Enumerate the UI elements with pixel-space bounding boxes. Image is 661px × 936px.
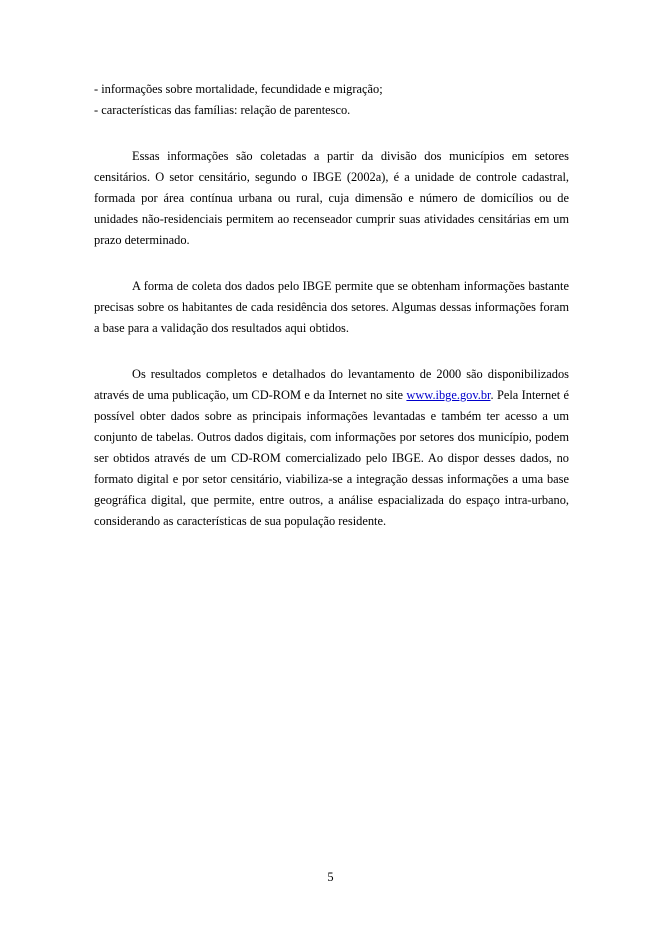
paragraph-text-after-link: . Pela Internet é possível obter dados sobre as principais informações levantadas e também ter acesso a um conjunto de tabelas. Outros dados digitais, com informações por setores dos município, podem ser obtidos através de um CD-ROM comercializado pelo IBGE. Ao dispor desses dados, no formato digital e por setor censitário, viabiliza-se a integração dessas informações a uma base geográfica digital, que permite, entre outros, a análise espacializada do espaço intra-urbano, considerando as características de sua população residente.: [94, 388, 569, 528]
page-body: [94, 79, 569, 532]
ibge-website-link[interactable]: www.ibge.gov.br: [406, 388, 491, 402]
list-item-mortality: - informações sobre mortalidade, fecundidade e migração;: [94, 82, 383, 96]
list-item-families: - características das famílias: relação de parentesco.: [94, 103, 351, 117]
paragraph-data-collection: A forma de coleta dos dados pelo IBGE permite que se obtenham informações bastante precisas sobre os habitantes de cada residência dos setores. Algumas dessas informações foram a base para a validação dos resultados aqui obtidos.: [94, 279, 569, 335]
paragraph-census-sectors: Essas informações são coletadas a partir da divisão dos municípios em setores censitários. O setor censitário, segundo o IBGE (2002a), é a unidade de controle cadastral, formada por área contínua urbana ou rural, cuja dimensão e número de domicílios ou de unidades não-residenciais permitem ao recenseador cumprir suas atividades censitárias em um prazo determinado.: [94, 149, 569, 247]
paragraph-results-availability: [94, 364, 569, 532]
page-number: 5: [327, 870, 334, 884]
paragraph-text-before-link: Os resultados completos e detalhados do levantamento de 2000 são disponibilizados através de uma publicação, um CD-ROM e da Internet no site: [94, 367, 569, 402]
